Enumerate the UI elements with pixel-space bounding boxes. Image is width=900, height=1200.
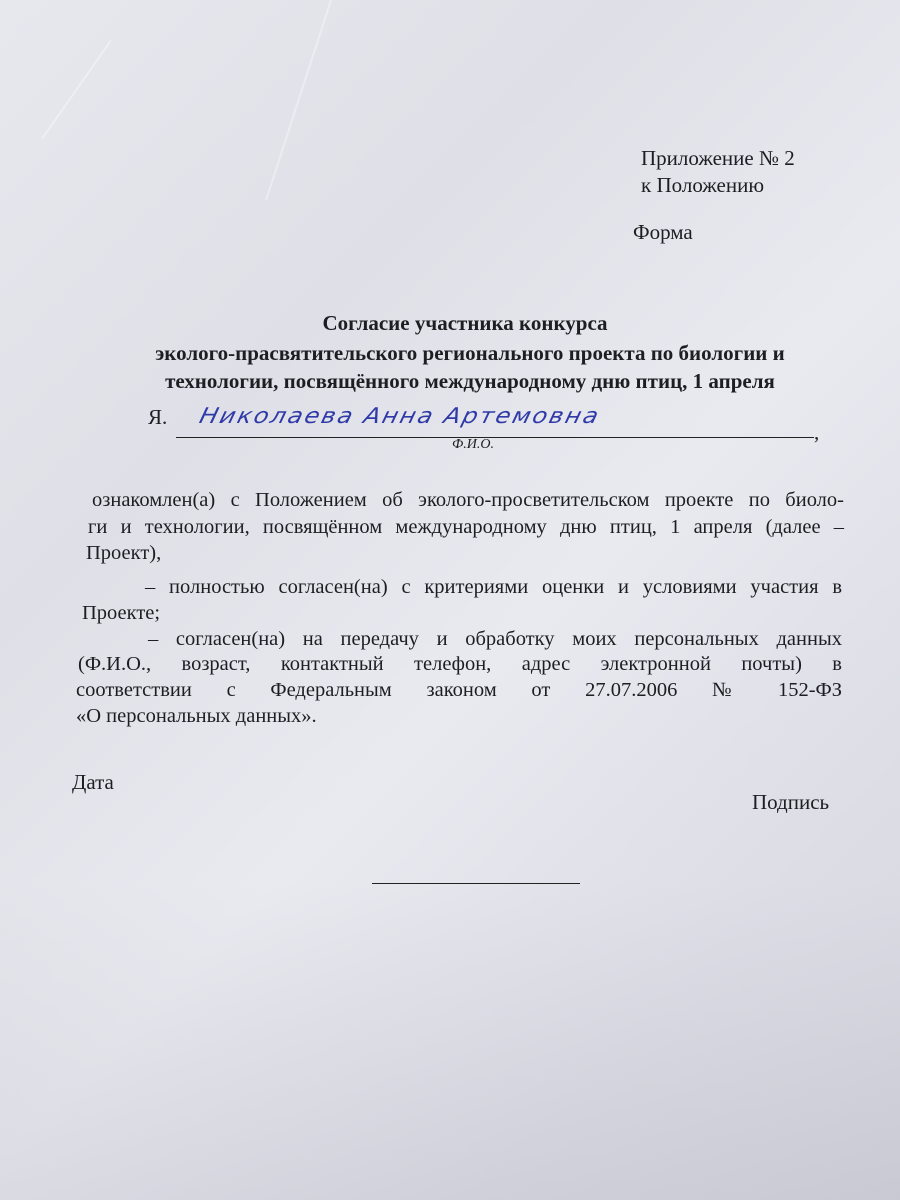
document-title-line-2: эколого-прасвятительского регионального проекта по биологии и <box>155 341 785 365</box>
document-title-line-3: технологии, посвящённого международному дню птиц, 1 апреля <box>165 369 775 393</box>
fio-comma: , <box>814 420 820 444</box>
document-title-line-1: Согласие участника конкурса <box>322 311 608 335</box>
applicant-prefix: Я. <box>148 405 168 429</box>
fio-caption: Ф.И.О. <box>452 437 494 452</box>
body-paragraph-1-line-3: Проект), <box>86 542 162 564</box>
body-paragraph-3-line-1: – согласен(на) на передачу и обработку моих персональных данных <box>148 628 842 650</box>
body-paragraph-2-line-2: Проекте; <box>82 602 161 624</box>
paper-shadow <box>0 880 900 1200</box>
body-paragraph-2-line-1: – полностью согласен(на) с критериями оценки и условиями участия в <box>145 576 842 598</box>
signature-line <box>372 883 580 884</box>
appendix-reference: к Положению <box>641 173 765 197</box>
fio-field-line <box>176 437 814 438</box>
handwritten-full-name: Николаева Анна Артемовна <box>196 403 604 429</box>
signature-label: Подпись <box>752 790 830 814</box>
paper-crease <box>41 40 111 139</box>
appendix-number: Приложение № 2 <box>641 146 795 170</box>
body-paragraph-3-line-3: соответствии с Федеральным законом от 27.07.2006 № 152-ФЗ <box>76 679 842 701</box>
body-paragraph-3-line-4: «О персональных данных». <box>76 705 317 727</box>
body-paragraph-1-line-1: ознакомлен(а) с Положением об эколого-просветительском проекте по биоло- <box>92 489 844 511</box>
body-paragraph-1-line-2: ги и технологии, посвящённом международному дню птиц, 1 апреля (далее – <box>88 516 844 538</box>
date-label: Дата <box>72 770 114 794</box>
paper-crease <box>265 0 332 200</box>
body-paragraph-3-line-2: (Ф.И.О., возраст, контактный телефон, адрес электронной почты) в <box>78 653 842 675</box>
form-label: Форма <box>633 220 693 244</box>
